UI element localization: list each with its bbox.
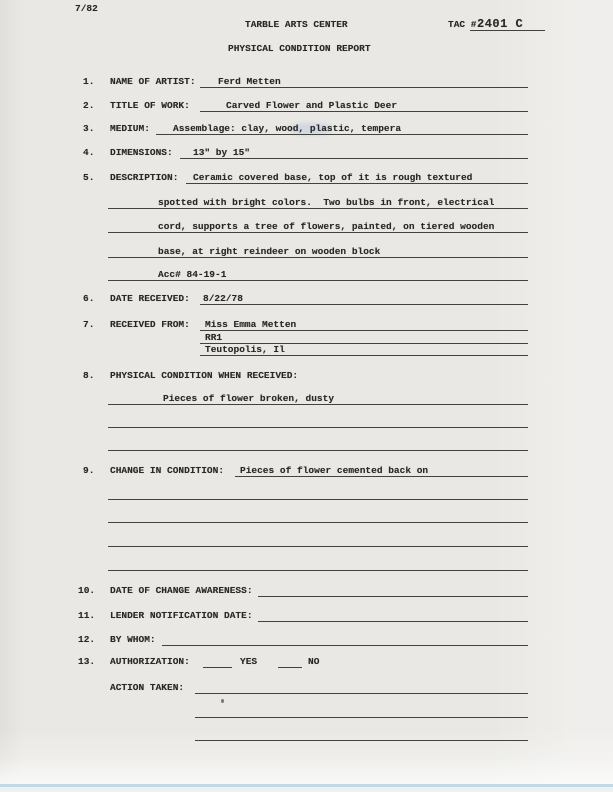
lender-notification-item-number: 11. — [78, 610, 96, 621]
physical-condition-label: PHYSICAL CONDITION WHEN RECEIVED: — [110, 370, 299, 381]
authorization-no-label: NO — [308, 656, 320, 667]
artist-item-number: 1. — [83, 76, 95, 87]
authorization-yes-blank — [203, 655, 232, 668]
received-from-name-line: Miss Emma Metten — [200, 318, 528, 331]
change-awareness-item-number: 10. — [78, 585, 96, 596]
medium-value-line: Assemblage: clay, wood, plastic, tempera — [156, 122, 528, 135]
medium-label: MEDIUM: — [110, 123, 150, 134]
dimensions-item-number: 4. — [83, 147, 95, 158]
authorization-no-blank — [278, 655, 302, 668]
action-taken-line-2 — [195, 705, 528, 718]
work-title-value-line: Carved Flower and Plastic Deer — [200, 99, 528, 112]
change-awareness-label: DATE OF CHANGE AWARENESS: — [110, 585, 253, 596]
received-from-label: RECEIVED FROM: — [110, 319, 190, 330]
date-received-item-number: 6. — [83, 293, 95, 304]
report-title: PHYSICAL CONDITION REPORT — [228, 43, 371, 54]
change-condition-label: CHANGE IN CONDITION: — [110, 465, 225, 476]
artist-label: NAME OF ARTIST: — [110, 76, 196, 87]
action-taken-label: ACTION TAKEN: — [110, 682, 185, 693]
by-whom-label: BY WHOM: — [110, 634, 156, 645]
tac-number-label: TAC # — [448, 19, 477, 30]
description-line-3: cord, supports a tree of flowers, painted, on tiered wooden — [108, 220, 528, 233]
tac-number-value: 2401 C — [470, 18, 545, 31]
received-from-address-line-2: Teutopolis, Il — [200, 343, 528, 356]
lender-notification-value-line — [258, 609, 528, 622]
description-line-2: spotted with bright colors. Two bulbs in front, electrical — [108, 196, 528, 209]
change-condition-blank-line-3 — [108, 534, 528, 547]
artist-value-line: Ferd Metten — [200, 75, 528, 88]
description-line-1: Ceramic covered base, top of it is rough textured — [186, 171, 528, 184]
description-line-4: base, at right reindeer on wooden block — [108, 245, 528, 258]
change-condition-blank-line-1 — [108, 487, 528, 500]
action-taken-line-1 — [195, 681, 528, 694]
dimensions-value-line: 13" by 15" — [180, 146, 528, 159]
form-revision-date: 7/82 — [75, 3, 98, 14]
change-condition-blank-line-4 — [108, 558, 528, 571]
work-title-item-number: 2. — [83, 100, 95, 111]
physical-condition-item-number: 8. — [83, 370, 95, 381]
description-item-number: 5. — [83, 172, 95, 183]
lender-notification-label: LENDER NOTIFICATION DATE: — [110, 610, 253, 621]
by-whom-value-line — [162, 633, 528, 646]
stray-ink-mark — [221, 699, 224, 703]
date-received-label: DATE RECEIVED: — [110, 293, 190, 304]
change-condition-blank-line-2 — [108, 510, 528, 523]
work-title-label: TITLE OF WORK: — [110, 100, 190, 111]
physical-condition-blank-line-2 — [108, 438, 528, 451]
authorization-yes-label: YES — [240, 656, 258, 667]
dimensions-label: DIMENSIONS: — [110, 147, 173, 158]
medium-item-number: 3. — [83, 123, 95, 134]
authorization-item-number: 13. — [78, 656, 96, 667]
by-whom-item-number: 12. — [78, 634, 96, 645]
change-condition-item-number: 9. — [83, 465, 95, 476]
accession-number-line: Acc# 84-19-1 — [108, 268, 528, 281]
description-label: DESCRIPTION: — [110, 172, 179, 183]
org-title: TARBLE ARTS CENTER — [245, 19, 348, 30]
received-from-item-number: 7. — [83, 319, 95, 330]
received-from-address-line-1: RR1 — [200, 331, 528, 344]
physical-condition-blank-line-1 — [108, 415, 528, 428]
paper-bottom-highlight — [0, 758, 613, 784]
change-awareness-value-line — [258, 584, 528, 597]
action-taken-line-3 — [195, 728, 528, 741]
physical-condition-line-1: Pieces of flower broken, dusty — [108, 392, 528, 405]
change-condition-line-1: Pieces of flower cemented back on — [235, 464, 528, 477]
date-received-value-line: 8/22/78 — [200, 292, 528, 305]
authorization-label: AUTHORIZATION: — [110, 656, 190, 667]
scan-background-strip — [0, 787, 613, 792]
